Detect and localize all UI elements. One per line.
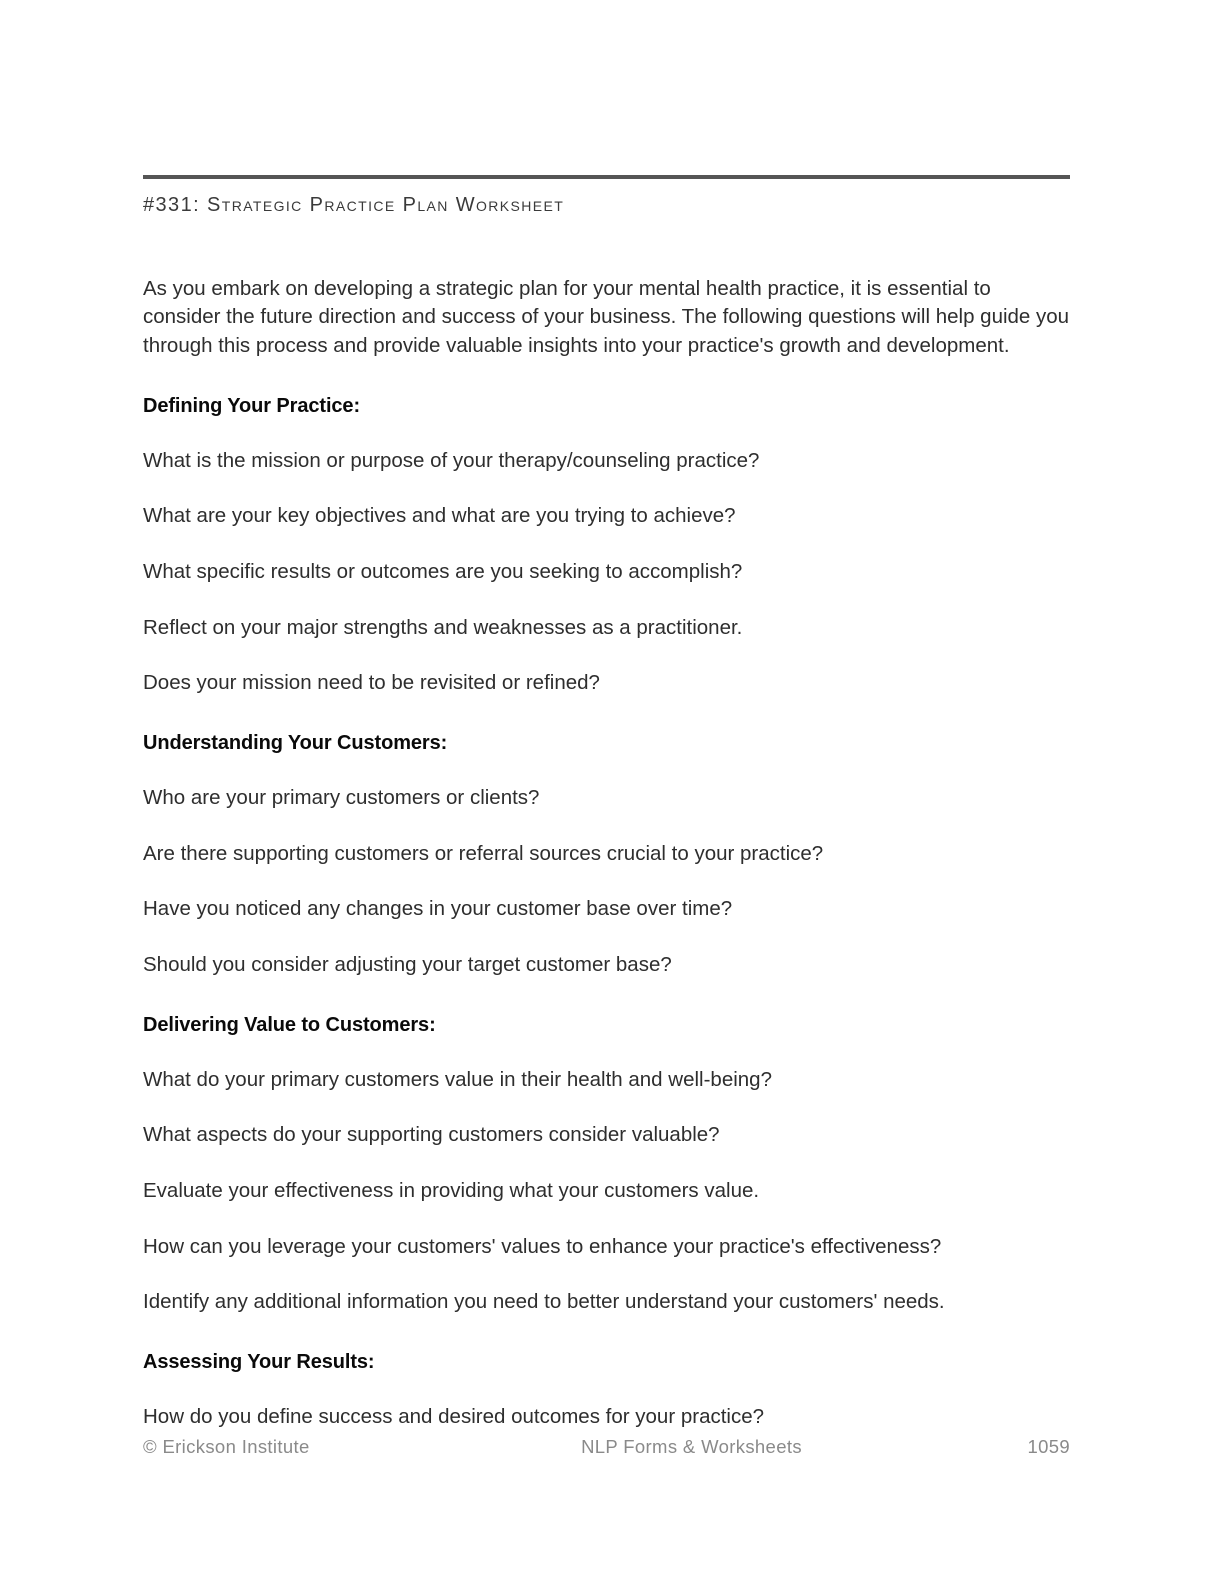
footer-copyright: © Erickson Institute: [143, 1436, 310, 1457]
section-block: [143, 1349, 1070, 1431]
worksheet-question: Identify any additional information you need to better understand your customers' needs.: [143, 1290, 945, 1314]
worksheet-question: What are your key objectives and what are you trying to achieve?: [143, 504, 736, 528]
worksheet-question: How do you define success and desired outcomes for your practice?: [143, 1404, 765, 1428]
footer-page-number: 1059: [1027, 1436, 1070, 1457]
section-block: [143, 730, 1070, 979]
section-heading: Understanding Your Customers:: [143, 732, 448, 755]
section-block: [143, 393, 1070, 697]
worksheet-question: Who are your primary customers or clients?: [143, 786, 540, 810]
section-heading: Delivering Value to Customers:: [143, 1013, 436, 1036]
page-title: #331: Strategic Practice Plan Worksheet: [143, 194, 565, 216]
section-heading: Assessing Your Results:: [143, 1350, 375, 1373]
worksheet-question: Does your mission need to be revisited or refined?: [143, 671, 600, 695]
worksheet-question: Reflect on your major strengths and weaknesses as a practitioner.: [143, 615, 743, 639]
footer-title: NLP Forms & Worksheets: [581, 1436, 802, 1457]
worksheet-question: Should you consider adjusting your target customer base?: [143, 952, 672, 976]
page-footer: [143, 1436, 1070, 1458]
worksheet-question: What aspects do your supporting customers consider valuable?: [143, 1123, 720, 1147]
worksheet-question: What is the mission or purpose of your therapy/counseling practice?: [143, 448, 760, 472]
worksheet-question: What do your primary customers value in their health and well-being?: [143, 1067, 772, 1091]
worksheet-question: Have you noticed any changes in your customer base over time?: [143, 897, 733, 921]
sections-container: [143, 393, 1070, 1431]
worksheet-question: Evaluate your effectiveness in providing what your customers value.: [143, 1178, 760, 1202]
worksheet-question: Are there supporting customers or referral sources crucial to your practice?: [143, 841, 824, 865]
worksheet-question: How can you leverage your customers' values to enhance your practice's effectiveness?: [143, 1234, 942, 1258]
section-heading: Defining Your Practice:: [143, 394, 361, 417]
header-divider-rule: [143, 175, 1070, 179]
worksheet-question: What specific results or outcomes are you seeking to accomplish?: [143, 560, 743, 584]
intro-paragraph: As you embark on developing a strategic plan for your mental health practice, it is essential to consider the future direction and success of your business. The following questions will help guide you through this process and provide valuable insights into your practice's growth and development.: [143, 277, 1070, 357]
document-content: [143, 175, 1070, 1430]
section-block: [143, 1012, 1070, 1316]
